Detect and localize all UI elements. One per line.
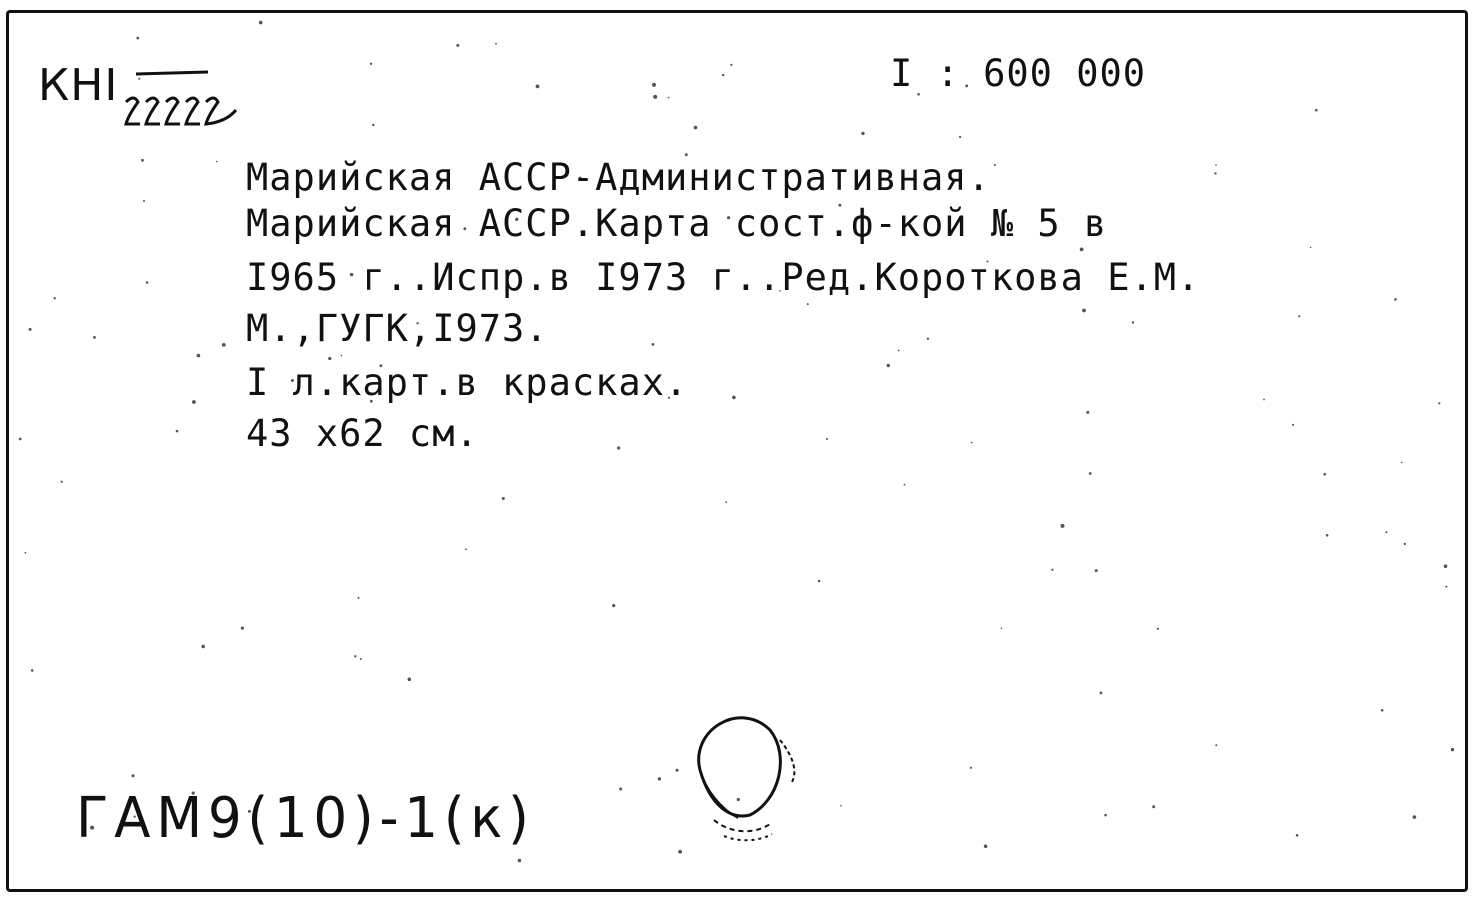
speckle: [24, 552, 26, 554]
speckle: [201, 645, 205, 649]
speckle: [29, 328, 32, 331]
speckle: [971, 442, 973, 444]
speckle: [241, 627, 244, 630]
speckle: [984, 845, 988, 849]
speckle: [653, 95, 657, 99]
speckle: [1100, 692, 1103, 695]
speckle: [1394, 298, 1397, 301]
dimensions-line: 43 х62 см.: [246, 412, 479, 455]
speckle: [887, 364, 890, 367]
speckle: [143, 200, 145, 202]
speckle: [1323, 473, 1326, 476]
speckle: [93, 336, 96, 339]
speckle: [222, 343, 226, 347]
speckle: [61, 481, 63, 483]
shelf-mark: ГАМ9(10)-1(к): [76, 786, 535, 851]
speckle: [54, 297, 56, 299]
speckle: [826, 438, 828, 440]
speckle: [1095, 569, 1098, 572]
speckle: [1381, 709, 1384, 712]
speckle: [617, 446, 620, 449]
edition-line: I965 г..Испр.в I973 г..Ред.Короткова Е.М.: [246, 256, 1201, 299]
speckle: [1315, 109, 1318, 112]
speckle: [341, 355, 343, 357]
speckle: [1132, 321, 1134, 323]
speckle: [676, 769, 679, 772]
speckle: [1310, 247, 1312, 249]
speckle: [730, 64, 732, 66]
speckle: [1051, 569, 1053, 571]
speckle: [861, 132, 864, 135]
speckle: [658, 777, 661, 780]
speckle: [694, 126, 698, 130]
speckle: [1404, 543, 1406, 545]
speckle: [518, 859, 522, 863]
speckle: [994, 164, 996, 166]
handwritten-call-number: [120, 62, 270, 142]
speckle: [370, 63, 372, 65]
heading-line: Марийская АССР-Административная.: [246, 156, 991, 199]
speckle: [1082, 309, 1086, 313]
speckle: [1298, 315, 1300, 317]
speckle: [354, 655, 356, 657]
speckle: [259, 21, 263, 25]
speckle: [1089, 472, 1092, 475]
speckle: [141, 159, 144, 162]
speckle: [176, 430, 179, 433]
speckle: [192, 400, 196, 404]
speckle: [1104, 814, 1107, 817]
speckle: [619, 788, 622, 791]
speckle: [1385, 531, 1387, 533]
speckle: [652, 83, 656, 87]
speckle: [725, 501, 727, 503]
speckle: [1292, 424, 1294, 426]
speckle: [136, 37, 139, 40]
speckle: [840, 805, 842, 807]
speckle: [456, 44, 459, 47]
speckle: [132, 774, 135, 777]
publication-line: М.,ГУГК,I973.: [246, 307, 549, 350]
speckle: [31, 669, 34, 672]
speckle: [360, 658, 362, 660]
speckle: [465, 548, 467, 550]
speckle: [1401, 462, 1403, 464]
speckle: [1326, 534, 1329, 537]
speckle: [1080, 248, 1084, 252]
speckle: [1061, 524, 1065, 528]
speckle: [612, 604, 615, 607]
speckle: [959, 136, 961, 138]
speckle: [1215, 744, 1217, 746]
speckle: [1451, 748, 1454, 751]
speckle: [1263, 399, 1265, 401]
speckle: [1157, 628, 1159, 630]
speckle: [1445, 586, 1447, 588]
speckle: [927, 338, 929, 340]
speckle: [807, 303, 809, 305]
speckle: [732, 396, 736, 400]
speckle: [904, 484, 906, 486]
speckle: [502, 497, 505, 500]
speckle: [1215, 164, 1217, 166]
speckle: [216, 161, 218, 163]
speckle: [1214, 172, 1216, 174]
speckle: [358, 597, 360, 599]
speckle: [818, 580, 821, 583]
speckle: [668, 97, 670, 99]
speckle: [1001, 627, 1003, 629]
speckle: [1438, 402, 1440, 404]
speckle: [19, 438, 22, 441]
stamp-mark: [680, 700, 810, 860]
speckle: [328, 357, 331, 360]
extent-line: I л.карт.в красках.: [246, 361, 689, 404]
speckle: [146, 281, 149, 284]
speckle: [1444, 564, 1448, 568]
speckle: [652, 343, 655, 346]
speckle: [898, 350, 900, 352]
speckle: [970, 767, 972, 769]
speckle: [197, 354, 201, 358]
speckle: [495, 43, 497, 45]
speckle: [1296, 834, 1299, 837]
speckle: [1413, 815, 1417, 819]
speckle: [1152, 805, 1155, 808]
speckle: [1086, 411, 1089, 414]
call-number: КНI: [38, 60, 119, 111]
speckle: [536, 85, 540, 89]
speckle: [372, 124, 374, 126]
speckle: [722, 74, 724, 76]
title-line: Марийская АССР.Карта сост.ф-кой № 5 в: [246, 202, 1108, 245]
map-scale: I : 600 000: [890, 52, 1147, 95]
speckle: [408, 678, 412, 682]
